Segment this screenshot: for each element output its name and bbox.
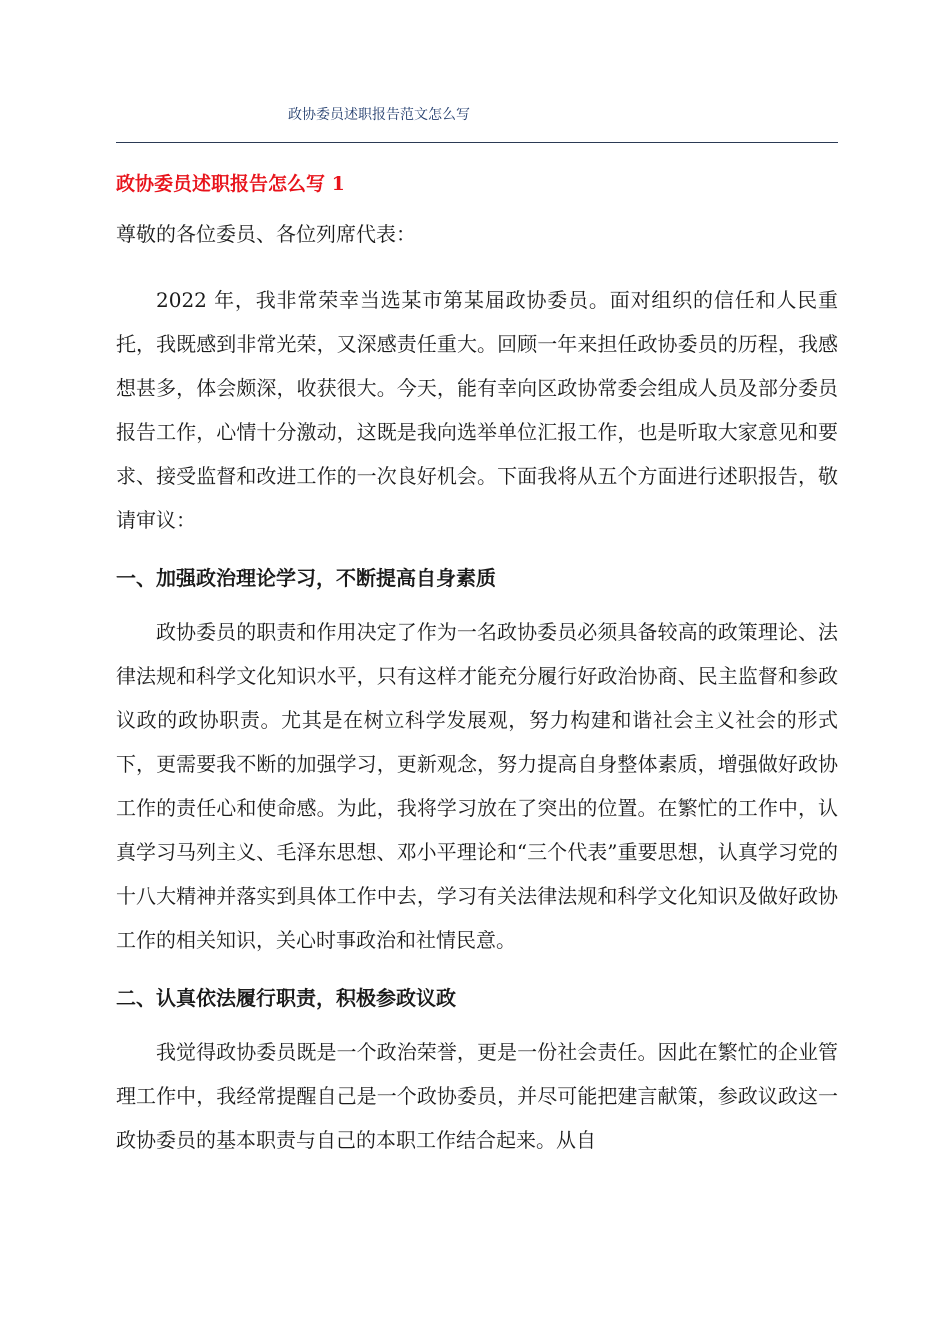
section-heading-1: 一、加强政治理论学习，不断提高自身素质 xyxy=(116,566,496,590)
header-divider xyxy=(116,142,838,143)
section-paragraph-1: 政协委员的职责和作用决定了作为一名政协委员必须具备较高的政策理论、法律法规和科学文化知识水平，只有这样才能充分履行好政治协商、民主监督和参政议政的政协职责。尤其是在树立科学发展观，努力构建和谐社会主义社会的形式下，更需要我不断的加强学习，更新观念，努力提高自身整体素质，增强做好政协工作的责任心和使命感。为此，我将学习放在了突出的位置。在繁忙的工作中，认真学习马列主义、毛泽东思想、邓小平理论和“三个代表”重要思想，认真学习党的十八大精神并落实到具体工作中去，学习有关法律法规和科学文化知识及做好政协工作的相关知识，关心时事政治和社情民意。 xyxy=(116,620,838,952)
section-heading-2: 二、认真依法履行职责，积极参政议政 xyxy=(116,986,456,1010)
salutation: 尊敬的各位委员、各位列席代表： xyxy=(116,222,416,246)
document-body xyxy=(116,168,838,1162)
intro-paragraph: 2022 年，我非常荣幸当选某市第某届政协委员。面对组织的信任和人民重托，我既感到非常光荣，又深感责任重大。回顾一年来担任政协委员的历程，我感想甚多，体会颇深，收获很大。今天，能有幸向区政协常委会组成人员及部分委员报告工作，心情十分激动，这既是我向选举单位汇报工作，也是听取大家意见和要求、接受监督和改进工作的一次良好机会。下面我将从五个方面进行述职报告，敬请审议： xyxy=(116,288,838,532)
running-header: 政协委员述职报告范文怎么写 xyxy=(288,107,470,123)
section-paragraph-2: 我觉得政协委员既是一个政治荣誉，更是一份社会责任。因此在繁忙的企业管理工作中，我经常提醒自己是一个政协委员，并尽可能把建言献策，参政议政这一政协委员的基本职责与自己的本职工作结合起来。从自 xyxy=(116,1040,838,1152)
document-title: 政协委员述职报告怎么写 1 xyxy=(116,173,345,195)
